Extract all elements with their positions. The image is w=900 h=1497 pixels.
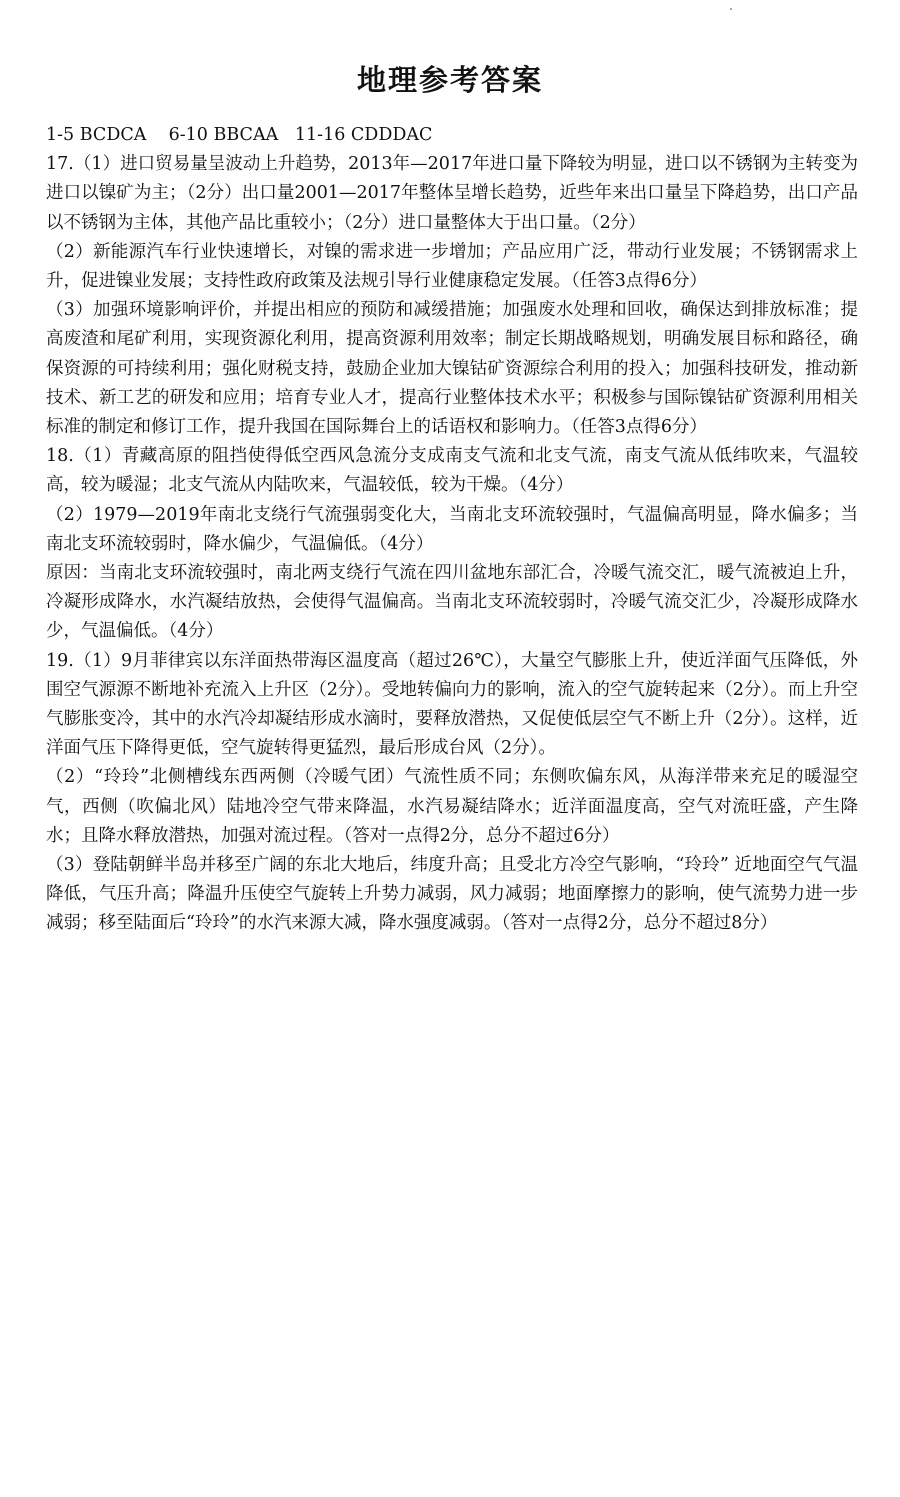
- answer-19-3: （3）登陆朝鲜半岛并移至广阔的东北大地后，纬度升高；且受北方冷空气影响，“玲玲” 近地面空气气温降低，气压升高；降温升压使空气旋转上升势力减弱，风力减弱；地面摩擦力的影响，使气流势力进一步减弱；移至陆面后“玲玲”的水汽来源大减，降水强度减弱。（答对一点得2分，总分不超过8分）: [46, 855, 858, 934]
- answer-content: [46, 121, 858, 939]
- answer-18-1: 18.（1）青藏高原的阻挡使得低空西风急流分支成南支气流和北支气流，南支气流从低纬吹来，气温较高，较为暖湿；北支气流从内陆吹来，气温较低，较为干燥。（4分）: [46, 446, 858, 496]
- answer-18-2: （2）1979—2019年南北支绕行气流强弱变化大，当南北支环流较强时，气温偏高明显，降水偏多；当南北支环流较弱时，降水偏少，气温偏低。（4分）: [46, 504, 858, 554]
- answer-17-2: （2）新能源汽车行业快速增长，对镍的需求进一步增加；产品应用广泛，带动行业发展；不锈钢需求上升，促进镍业发展；支持性政府政策及法规引导行业健康稳定发展。（任答3点得6分）: [46, 241, 858, 292]
- answer-19-1: 19.（1）9月菲律宾以东洋面热带海区温度高（超过26℃），大量空气膨胀上升，使近洋面气压降低，外围空气源源不断地补充流入上升区（2分）。受地转偏向力的影响，流入的空气旋转起来（2分）。而上升空气膨胀变冷，其中的水汽冷却凝结形成水滴时，要释放潜热，又促使低层空气不断上升（2分）。这样，近洋面气压下降得更低，空气旋转得更猛烈，最后形成台风（2分）。: [46, 650, 858, 759]
- answer-17-1: 17.（1）进口贸易量呈波动上升趋势，2013年—2017年进口量下降较为明显，进口以不锈钢为主转变为进口以镍矿为主；（2分）出口量2001—2017年整体呈增长趋势，近些年来出口量呈下降趋势，出口产品以不锈钢为主体，其他产品比重较小；（2分）进口量整体大于出口量。（2分）: [46, 154, 858, 233]
- page-title: 地理参考答案: [356, 63, 543, 97]
- answer-17-3: （3）加强环境影响评价，并提出相应的预防和减缓措施；加强废水处理和回收，确保达到排放标准；提高废渣和尾矿利用，实现资源化利用，提高资源利用效率；制定长期战略规划，明确发展目标和路径，确保资源的可持续利用；强化财税支持，鼓励企业加大镍钴矿资源综合利用的投入；加强科技研发，推动新技术、新工艺的研发和应用；培育专业人才，提高行业整体技术水平；积极参与国际镍钴矿资源利用相关标准的制定和修订工作，提升我国在国际舞台上的话语权和影响力。（任答3点得6分）: [46, 300, 858, 438]
- scan-speck: [730, 8, 732, 10]
- answer-18-reason: 原因：当南北支环流较强时，南北两支绕行气流在四川盆地东部汇合，冷暖气流交汇，暖气流被迫上升，冷凝形成降水，水汽凝结放热，会使得气温偏高。当南北支环流较弱时，冷暖气流交汇少，冷凝形成降水少，气温偏低。（4分）: [46, 563, 858, 642]
- choice-answers: 1-5 BCDCA 6-10 BBCAA 11-16 CDDDAC: [46, 125, 433, 145]
- answer-19-2: （2）“玲玲”北侧槽线东西两侧（冷暖气团）气流性质不同；东侧吹偏东风，从海洋带来充足的暖湿空气，西侧（吹偏北风）陆地冷空气带来降温，水汽易凝结降水；近洋面温度高，空气对流旺盛，产生降水；且降水释放潜热，加强对流过程。（答对一点得2分，总分不超过6分）: [46, 767, 858, 846]
